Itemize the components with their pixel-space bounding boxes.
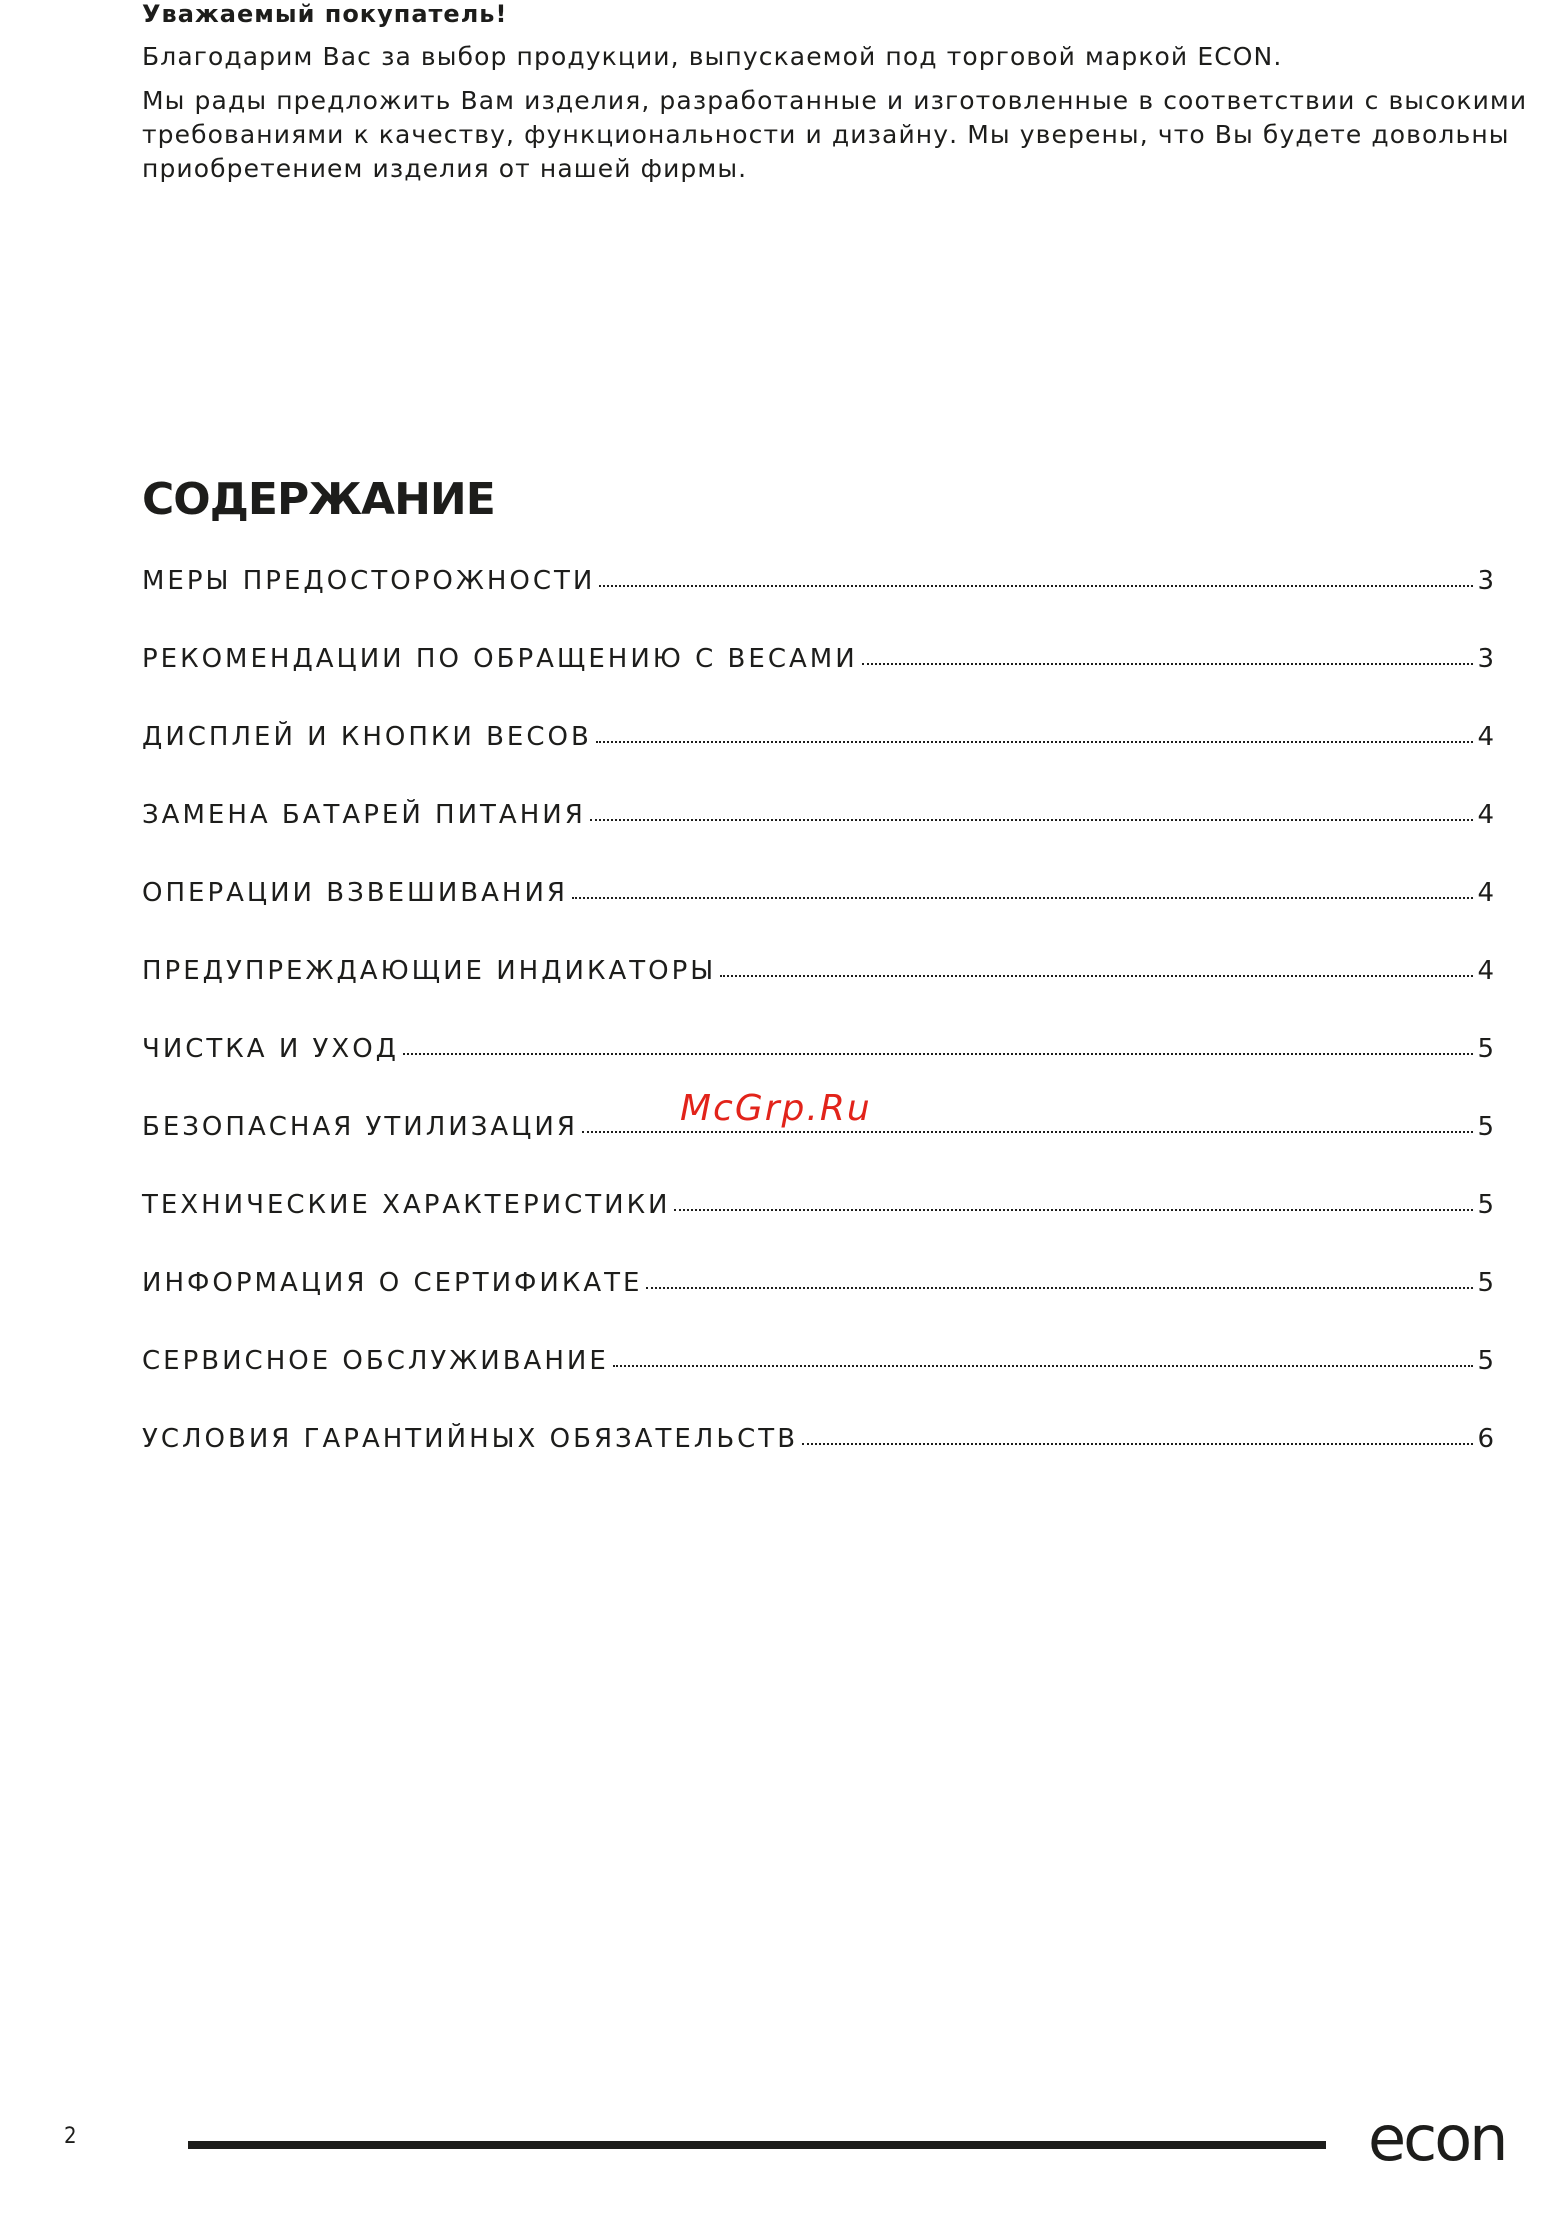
toc-dot-leader [802,1442,1473,1445]
toc-item[interactable] [142,956,1494,1034]
toc-item-page: 5 [1477,1346,1494,1376]
greeting-section [142,0,1532,196]
econ-logo-text: econ [1368,2112,1506,2168]
toc-item-page: 5 [1477,1034,1494,1064]
toc-list [142,566,1494,1502]
toc-item-page: 5 [1477,1190,1494,1220]
toc-item[interactable] [142,800,1494,878]
greeting-title: Уважаемый покупатель! [142,0,508,28]
toc-item[interactable] [142,1190,1494,1268]
toc-dot-leader [596,740,1474,743]
toc-item-page: 5 [1477,1268,1494,1298]
toc-item-label: ЧИСТКА И УХОД [142,1034,399,1064]
toc-item[interactable] [142,1268,1494,1346]
toc-item-label: СЕРВИСНОЕ ОБСЛУЖИВАНИЕ [142,1346,609,1376]
toc-item-label: ЗАМЕНА БАТАРЕЙ ПИТАНИЯ [142,800,586,830]
toc-item-page: 5 [1477,1112,1494,1142]
footer-rule [188,2141,1326,2149]
toc-dot-leader [582,1130,1474,1133]
toc-dot-leader [862,662,1474,665]
watermark: McGrp.Ru [680,1088,872,1129]
toc-item-page: 3 [1477,644,1494,674]
toc-item[interactable] [142,722,1494,800]
greeting-paragraph-1: Благодарим Вас за выбор продукции, выпускаемой под торговой маркой ECON. [142,42,1283,71]
toc-item-page: 3 [1477,566,1494,596]
toc-item-label: УСЛОВИЯ ГАРАНТИЙНЫХ ОБЯЗАТЕЛЬСТВ [142,1424,799,1454]
toc-item-page: 4 [1477,878,1494,908]
toc-item-label: ДИСПЛЕЙ И КНОПКИ ВЕСОВ [142,722,592,752]
greeting-paragraph-2: Мы рады предложить Вам изделия, разработанные и изготовленные в соответствии с высокими требованиями к качеству, функциональности и дизайну. Мы уверены, что Вы будете довольны приобретением изделия от нашей фирмы. [142,86,1528,183]
page-number: 2 [64,2124,77,2149]
toc-dot-leader [572,896,1473,899]
toc-dot-leader [674,1208,1473,1211]
toc-dot-leader [613,1364,1474,1367]
toc-item-label: РЕКОМЕНДАЦИИ ПО ОБРАЩЕНИЮ С ВЕСАМИ [142,644,858,674]
toc-item-label: ПРЕДУПРЕЖДАЮЩИЕ ИНДИКАТОРЫ [142,956,717,986]
toc-dot-leader [590,818,1474,821]
toc-item[interactable] [142,878,1494,956]
toc-item[interactable] [142,1424,1494,1502]
toc-dot-leader [720,974,1473,977]
toc-item-page: 6 [1477,1424,1494,1454]
toc-dot-leader [599,584,1473,587]
toc-item-page: 4 [1477,722,1494,752]
toc-item-page: 4 [1477,800,1494,830]
toc-item-label: БЕЗОПАСНАЯ УТИЛИЗАЦИЯ [142,1112,578,1142]
toc-item-label: ИНФОРМАЦИЯ О СЕРТИФИКАТЕ [142,1268,643,1298]
toc-item[interactable] [142,644,1494,722]
toc-item-label: МЕРЫ ПРЕДОСТОРОЖНОСТИ [142,566,596,596]
toc-heading: СОДЕРЖАНИЕ [142,474,495,525]
toc-dot-leader [646,1286,1473,1289]
toc-item[interactable] [142,1346,1494,1424]
econ-logo [1368,2112,1544,2168]
toc-item-page: 4 [1477,956,1494,986]
toc-item-label: ТЕХНИЧЕСКИЕ ХАРАКТЕРИСТИКИ [142,1190,671,1220]
toc-item-label: ОПЕРАЦИИ ВЗВЕШИВАНИЯ [142,878,568,908]
toc-item[interactable] [142,566,1494,644]
toc-dot-leader [403,1052,1473,1055]
